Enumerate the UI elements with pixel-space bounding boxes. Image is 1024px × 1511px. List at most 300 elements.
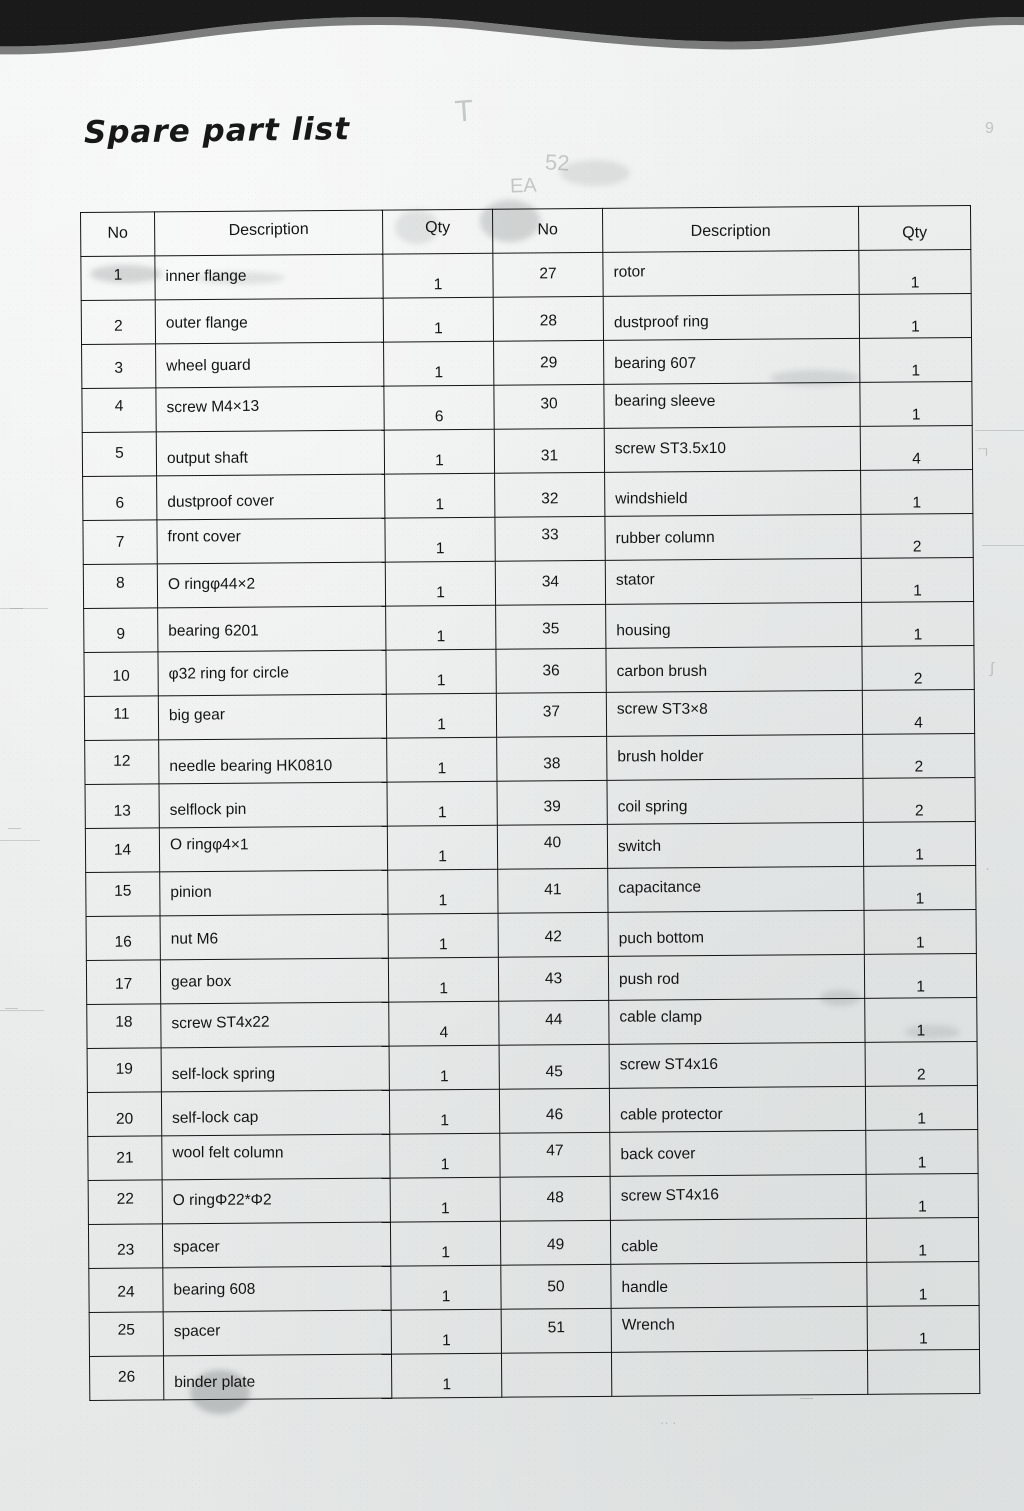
cell-no-right — [497, 780, 607, 825]
cell-qty-left-text: 1 — [434, 363, 444, 381]
cell-no-left-text: 7 — [115, 533, 125, 551]
cell-qty-right — [864, 953, 976, 998]
cell-description-left-text: dustproof cover — [167, 491, 275, 511]
table-row — [85, 821, 975, 872]
ghost-mark: — — [800, 1390, 813, 1405]
cell-no-right-text: 42 — [544, 927, 562, 945]
scan-edge-shadow — [0, 0, 1024, 80]
cell-description-left-text: pinion — [170, 883, 212, 901]
cell-no-left — [87, 1092, 161, 1137]
cell-qty-right-text: 1 — [915, 889, 925, 907]
cell-description-right-text: housing — [616, 621, 671, 639]
cell-qty-right — [867, 1305, 979, 1350]
cell-description-left-text: screw M4×13 — [166, 397, 260, 416]
cell-qty-left — [383, 297, 493, 342]
table-row — [84, 601, 974, 652]
cell-description-left-text: bearing 608 — [173, 1280, 256, 1299]
cell-qty-left-text: 4 — [439, 1023, 449, 1041]
cell-description-left — [158, 606, 386, 652]
table-row — [82, 338, 972, 389]
cell-qty-right-text: 2 — [913, 669, 923, 687]
cell-no-right — [496, 648, 606, 693]
ghost-mark: T — [453, 94, 475, 129]
cell-no-left-text: 10 — [112, 667, 130, 685]
cell-no-right — [496, 604, 606, 649]
cell-no-right — [494, 428, 604, 473]
cell-description-left-text: spacer — [173, 1238, 220, 1256]
cell-no-right-text: 36 — [542, 661, 560, 679]
ghost-mark: ·· · — [660, 1415, 677, 1430]
cell-qty-right — [864, 909, 976, 954]
cell-description-left-text: needle bearing HK0810 — [169, 756, 333, 775]
cell-no-left — [86, 872, 160, 917]
cell-qty-right-text: 1 — [917, 1197, 927, 1215]
cell-qty-left-text: 1 — [438, 935, 448, 953]
header-no-left: No — [81, 212, 155, 257]
ghost-mark: 52 — [544, 149, 571, 176]
cell-no-left-text: 18 — [115, 1013, 133, 1031]
cell-qty-left — [391, 1265, 501, 1310]
cell-no-right — [494, 340, 604, 385]
cell-description-right-text: bearing 607 — [614, 354, 697, 372]
cell-qty-right-text: 1 — [918, 1285, 928, 1303]
cell-description-left — [157, 474, 385, 520]
cell-description-left — [156, 386, 384, 432]
cell-qty-left — [388, 957, 498, 1002]
cell-qty-left — [386, 649, 496, 694]
cell-no-right — [501, 1352, 611, 1397]
cell-no-right — [499, 1044, 609, 1089]
cell-no-right-text: 33 — [541, 525, 559, 543]
cell-no-left-text: 16 — [114, 933, 132, 951]
cell-description-right-text: cable protector — [620, 1105, 723, 1123]
cell-no-right — [498, 956, 608, 1001]
cell-qty-right-text: 1 — [912, 493, 922, 511]
cell-description-right — [608, 866, 864, 912]
ghost-mark: — — [8, 820, 21, 835]
cell-description-right-text: carbon brush — [616, 662, 708, 680]
cell-description-right — [606, 602, 862, 648]
cell-description-right — [606, 646, 862, 692]
cell-no-right-text: 46 — [545, 1105, 564, 1123]
cell-qty-left — [391, 1309, 501, 1354]
cell-description-right-text: cable clamp — [619, 1008, 703, 1026]
cell-no-left-text: 8 — [115, 574, 125, 592]
cell-no-right — [498, 868, 608, 913]
table-row — [88, 1173, 978, 1224]
cell-qty-left-text: 6 — [434, 407, 444, 425]
cell-description-right — [609, 998, 865, 1044]
cell-no-right-text: 41 — [544, 880, 562, 898]
cell-no-left — [88, 1180, 162, 1225]
cell-no-left-text: 25 — [117, 1321, 135, 1339]
cell-description-right-text: Wrench — [621, 1316, 675, 1334]
cell-description-left-text: bearing 6201 — [168, 622, 259, 640]
cell-qty-left — [384, 385, 494, 430]
cell-no-right — [495, 560, 605, 605]
cell-qty-right-text: 2 — [916, 1065, 926, 1083]
cell-description-right-text: screw ST4x16 — [619, 1055, 718, 1073]
cell-qty-left-text: 1 — [441, 1287, 451, 1305]
cell-qty-right-text: 2 — [912, 537, 922, 555]
cell-description-left — [162, 1222, 390, 1268]
cell-qty-right — [861, 469, 973, 514]
cell-description-left — [163, 1310, 391, 1356]
cell-no-right-text: 28 — [539, 311, 558, 329]
cell-qty-left — [389, 1089, 499, 1134]
page-title: Spare part list — [83, 111, 351, 151]
cell-description-left — [159, 782, 387, 828]
cell-description-right — [604, 426, 860, 472]
cell-description-right — [611, 1306, 867, 1352]
cell-no-left — [86, 960, 160, 1005]
table-row — [89, 1349, 979, 1400]
cell-no-right — [493, 252, 603, 297]
cell-description-left — [158, 694, 386, 740]
cell-description-left — [157, 562, 385, 608]
cell-no-right-text: 27 — [539, 264, 557, 282]
cell-qty-right-text: 1 — [910, 273, 920, 291]
cell-no-left — [89, 1268, 163, 1313]
cell-no-left — [81, 300, 155, 345]
cell-no-left-text: 12 — [113, 752, 131, 770]
cell-description-right — [607, 778, 863, 824]
cell-no-left — [81, 256, 155, 301]
cell-description-left-text: self-lock spring — [171, 1064, 276, 1083]
cell-qty-right-text: 4 — [914, 713, 923, 731]
ghost-mark: ㄱ — [975, 445, 991, 462]
cell-qty-right — [861, 557, 973, 602]
cell-qty-right-text: 1 — [916, 1021, 926, 1039]
table-row — [82, 425, 972, 476]
cell-no-right-text: 34 — [541, 572, 560, 590]
cell-qty-left — [389, 1001, 499, 1046]
cell-qty-right — [860, 425, 972, 470]
cell-no-left-text: 20 — [115, 1110, 134, 1128]
cell-qty-left — [387, 825, 497, 870]
cell-description-left — [158, 650, 386, 696]
cell-qty-right-text: 1 — [915, 933, 925, 951]
cell-description-right-text: back cover — [620, 1144, 696, 1163]
cell-no-left-text: 14 — [113, 841, 132, 859]
cell-description-right — [607, 734, 863, 780]
cell-description-left — [162, 1178, 390, 1224]
header-description-left: Description — [155, 210, 383, 256]
cell-description-right — [609, 1042, 865, 1088]
table-row — [81, 294, 971, 345]
cell-qty-right-text: 1 — [911, 361, 921, 379]
cell-description-right — [610, 1218, 866, 1264]
cell-no-right-text: 45 — [545, 1062, 563, 1080]
table-body — [81, 250, 980, 1401]
ghost-line — [0, 1010, 44, 1011]
cell-description-left — [163, 1266, 391, 1312]
cell-description-right-text: brush holder — [617, 747, 704, 765]
table-row — [87, 1085, 977, 1136]
ghost-mark: — — [5, 1000, 18, 1015]
table-row — [85, 733, 975, 784]
header-qty-right: Qty — [858, 206, 970, 251]
cell-no-left-text: 11 — [113, 705, 130, 723]
table-row — [84, 645, 974, 696]
header-qty-left: Qty — [382, 209, 492, 254]
cell-no-left-text: 21 — [116, 1149, 134, 1167]
cell-description-right — [610, 1130, 866, 1176]
cell-qty-right — [863, 733, 975, 778]
cell-description-right — [608, 910, 864, 956]
cell-description-right-text: dustproof ring — [613, 312, 709, 331]
cell-description-right-text: handle — [621, 1278, 669, 1296]
cell-no-left — [88, 1136, 162, 1181]
cell-no-right-text: 38 — [543, 754, 561, 772]
cell-qty-left — [384, 429, 494, 474]
table-row — [89, 1261, 979, 1312]
cell-qty-right-text: 1 — [911, 317, 920, 335]
cell-qty-right — [865, 1085, 977, 1130]
table-row — [81, 250, 971, 301]
cell-qty-left — [388, 869, 498, 914]
smudge — [560, 160, 630, 186]
table-row — [84, 689, 974, 740]
cell-description-right — [603, 250, 859, 296]
cell-description-right — [604, 338, 860, 384]
cell-description-left-text: output shaft — [166, 449, 248, 467]
cell-qty-right-text: 1 — [917, 1109, 927, 1127]
cell-no-left-text: 15 — [114, 882, 132, 900]
cell-no-right — [496, 692, 606, 737]
ghost-mark: ЕА — [509, 174, 538, 198]
ghost-mark: 9 — [985, 120, 994, 137]
cell-no-left — [84, 696, 158, 741]
cell-description-left-text: spacer — [173, 1321, 221, 1340]
cell-qty-right-text: 1 — [916, 977, 925, 995]
cell-qty-right-text: 1 — [918, 1329, 928, 1347]
table-row — [86, 909, 976, 960]
ghost-line — [0, 608, 48, 609]
cell-no-left — [85, 784, 159, 829]
cell-qty-left-text: 1 — [436, 671, 446, 689]
cell-qty-right — [867, 1349, 979, 1394]
cell-description-left — [161, 1046, 389, 1092]
ghost-line — [982, 545, 1024, 546]
cell-description-left — [161, 1002, 389, 1048]
cell-description-left — [159, 826, 387, 872]
table-row — [82, 382, 972, 433]
table-row — [88, 1217, 978, 1268]
cell-qty-right-text: 2 — [914, 757, 924, 775]
cell-no-right — [500, 1176, 610, 1221]
cell-no-left-text: 4 — [114, 397, 124, 415]
cell-qty-left — [387, 781, 497, 826]
cell-description-right-text: stator — [615, 570, 655, 589]
cell-no-right-text: 29 — [539, 353, 558, 371]
cell-description-left-text: outer flange — [165, 314, 248, 332]
cell-no-left-text: 19 — [115, 1060, 133, 1078]
cell-no-left — [89, 1312, 163, 1357]
cell-qty-right — [865, 1041, 977, 1086]
cell-no-right-text: 47 — [546, 1141, 564, 1159]
cell-no-right — [495, 516, 605, 561]
cell-qty-right-text: 1 — [911, 405, 921, 423]
cell-description-right — [611, 1350, 867, 1396]
cell-description-left — [159, 738, 387, 784]
cell-description-left-text: wool felt column — [172, 1143, 284, 1162]
header-no-right: No — [492, 208, 602, 253]
cell-description-left — [157, 518, 385, 564]
cell-qty-left-text: 1 — [439, 1067, 449, 1085]
ghost-line — [975, 430, 1024, 431]
cell-qty-left-text: 1 — [435, 495, 445, 513]
cell-no-right — [499, 1000, 609, 1045]
cell-no-left — [84, 608, 158, 653]
cell-no-right — [498, 912, 608, 957]
cell-description-right-text: cable — [621, 1237, 659, 1255]
cell-no-right-text: 39 — [543, 797, 561, 815]
cell-description-left-text: φ32 ring for circle — [168, 663, 290, 683]
cell-qty-left — [386, 693, 496, 738]
cell-description-right — [607, 822, 863, 868]
cell-no-right — [501, 1264, 611, 1309]
cell-no-left-text: 22 — [116, 1190, 135, 1208]
cell-description-right-text: rotor — [613, 262, 646, 281]
cell-description-right-text: push rod — [619, 970, 680, 988]
cell-qty-left — [389, 1045, 499, 1090]
table-row — [83, 557, 973, 608]
cell-no-left-text: 3 — [114, 359, 124, 377]
cell-qty-right-text: 4 — [912, 449, 921, 467]
cell-qty-right — [866, 1173, 978, 1218]
cell-qty-right-text: 1 — [913, 625, 923, 643]
cell-description-left-text: O ringφ44×2 — [167, 575, 256, 593]
cell-qty-right — [866, 1129, 978, 1174]
cell-qty-left — [388, 913, 498, 958]
cell-qty-left-text: 1 — [440, 1199, 450, 1217]
cell-qty-left — [385, 473, 495, 518]
cell-description-left — [161, 1090, 389, 1136]
cell-description-left-text: binder plate — [174, 1373, 256, 1391]
cell-description-right-text: rubber column — [615, 528, 715, 547]
cell-description-right — [611, 1262, 867, 1308]
cell-no-left-text: 5 — [115, 444, 124, 462]
cell-no-right-text: 48 — [546, 1188, 564, 1206]
cell-no-right-text: 43 — [544, 969, 563, 987]
cell-no-left-text: 13 — [113, 802, 131, 820]
table-row — [89, 1305, 979, 1356]
cell-no-right-text: 44 — [545, 1010, 563, 1028]
cell-description-right-text: screw ST4x16 — [620, 1185, 720, 1205]
cell-description-right-text: screw ST3.5x10 — [614, 439, 727, 457]
cell-no-right-text: 31 — [540, 446, 559, 464]
cell-description-left — [163, 1354, 391, 1400]
cell-qty-right — [862, 601, 974, 646]
cell-description-left — [162, 1134, 390, 1180]
cell-description-right — [609, 1086, 865, 1132]
cell-qty-left-text: 1 — [434, 319, 443, 337]
cell-no-left — [82, 344, 156, 389]
ghost-line — [0, 840, 40, 841]
cell-description-left — [160, 914, 388, 960]
cell-no-right — [493, 296, 603, 341]
cell-qty-right — [864, 865, 976, 910]
cell-qty-left-text: 1 — [442, 1375, 452, 1393]
cell-qty-left — [391, 1353, 501, 1398]
cell-qty-right — [859, 250, 971, 295]
cell-no-right-text: 50 — [547, 1277, 565, 1295]
cell-qty-left-text: 1 — [436, 627, 446, 645]
cell-no-right-text: 32 — [541, 489, 559, 507]
cell-no-left — [86, 916, 160, 961]
cell-no-right — [500, 1220, 610, 1265]
cell-qty-right — [859, 294, 971, 339]
cell-no-right-text: 49 — [546, 1235, 565, 1253]
cell-description-left — [155, 298, 383, 344]
cell-no-left-text: 24 — [117, 1283, 135, 1301]
cell-qty-right-text: 1 — [915, 845, 924, 863]
cell-no-right — [494, 384, 604, 429]
cell-no-right — [499, 1088, 609, 1133]
cell-description-right-text: capacitance — [618, 877, 702, 897]
cell-no-left — [82, 388, 156, 433]
cell-no-left-text: 1 — [113, 266, 123, 284]
cell-no-left-text: 6 — [115, 494, 125, 512]
table-row — [85, 777, 975, 828]
cell-description-left — [160, 958, 388, 1004]
cell-description-left-text: selflock pin — [169, 800, 247, 819]
cell-qty-right — [860, 382, 972, 427]
cell-description-right-text: windshield — [615, 489, 688, 507]
cell-description-right — [603, 294, 859, 340]
cell-description-left — [156, 342, 384, 388]
cell-qty-left — [390, 1177, 500, 1222]
table-row — [87, 997, 977, 1048]
cell-qty-left-text: 1 — [437, 803, 447, 821]
cell-qty-left — [385, 561, 495, 606]
cell-no-left — [89, 1356, 163, 1401]
cell-description-right-text: switch — [617, 837, 662, 855]
cell-qty-left-text: 1 — [433, 275, 443, 293]
cell-no-right-text: 40 — [543, 833, 562, 851]
cell-no-left — [87, 1048, 161, 1093]
table-row — [88, 1129, 978, 1180]
table-row — [86, 953, 976, 1004]
cell-qty-right-text: 2 — [914, 801, 924, 819]
cell-qty-right — [863, 821, 975, 866]
cell-description-left-text: gear box — [170, 972, 232, 991]
cell-no-right — [497, 736, 607, 781]
table-row — [83, 513, 973, 564]
cell-no-right — [500, 1132, 610, 1177]
table-header-row — [81, 206, 971, 257]
cell-description-right-text: coil spring — [617, 797, 688, 815]
cell-qty-right — [860, 338, 972, 383]
cell-no-left — [85, 828, 159, 873]
cell-no-left — [82, 432, 156, 477]
cell-description-right — [605, 470, 861, 516]
cell-description-left — [155, 254, 383, 300]
cell-no-left — [88, 1224, 162, 1269]
cell-qty-left-text: 1 — [440, 1111, 450, 1129]
table-row — [83, 469, 973, 520]
cell-qty-right — [862, 689, 974, 734]
ghost-mark: — — [10, 600, 23, 615]
ghost-mark: ∫ — [990, 660, 995, 677]
cell-description-right — [605, 558, 861, 604]
cell-description-left — [160, 870, 388, 916]
cell-description-right — [610, 1174, 866, 1220]
table-row — [86, 865, 976, 916]
cell-no-right — [501, 1308, 611, 1353]
cell-qty-left — [390, 1133, 500, 1178]
